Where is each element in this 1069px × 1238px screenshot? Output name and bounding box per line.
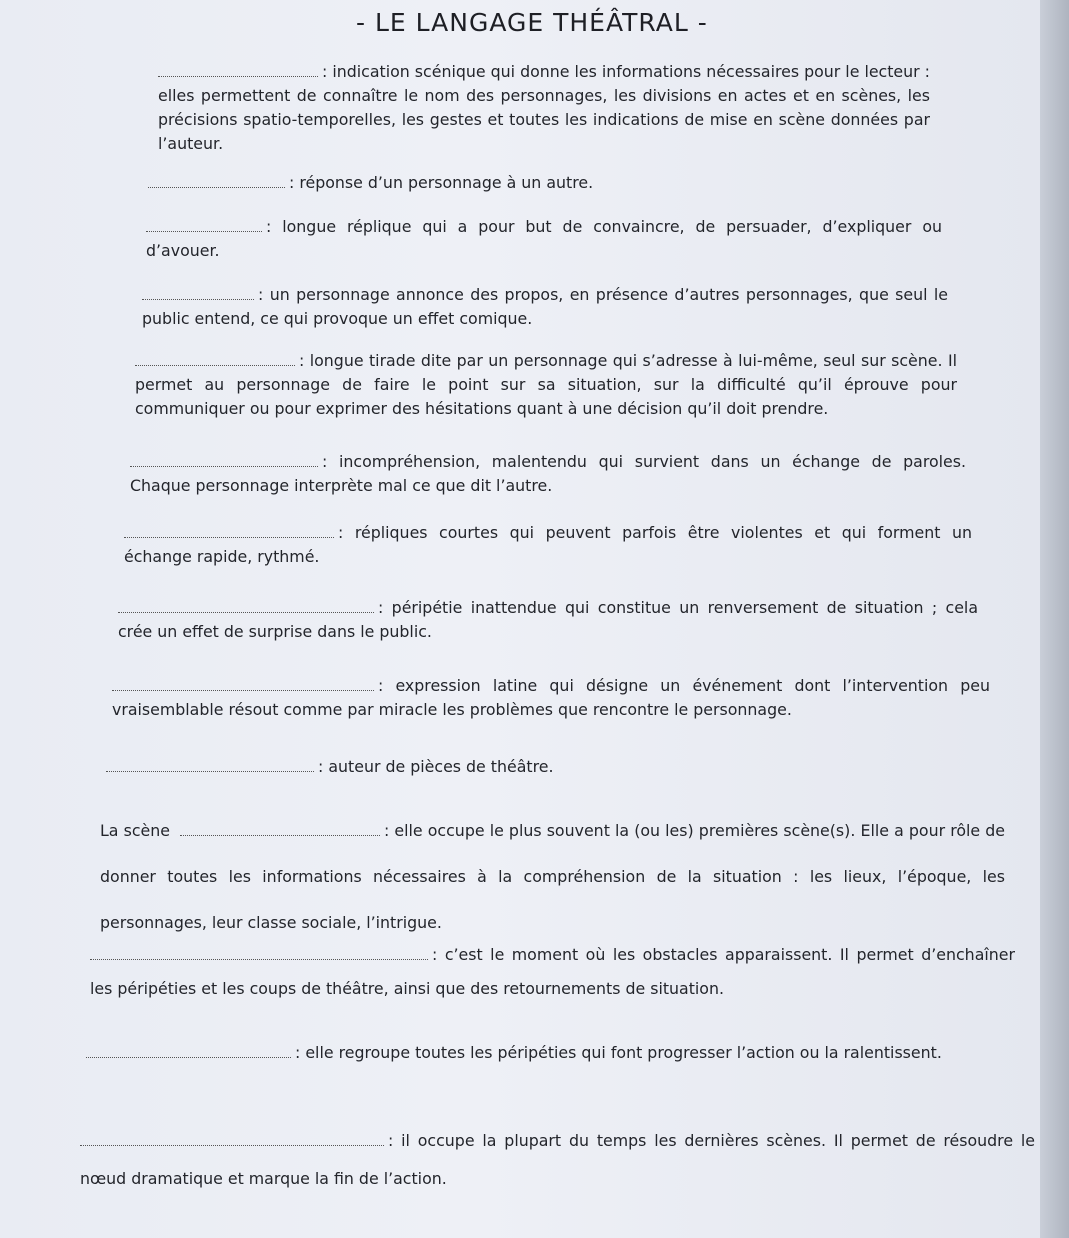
definition-text: : elle regroupe toutes les péripéties qui font progresser l’action ou la ralentissent. (295, 1043, 942, 1062)
definition-entry (106, 755, 986, 779)
answer-blank[interactable] (86, 1045, 291, 1058)
answer-blank[interactable] (118, 600, 374, 613)
definition-text: : il occupe la plupart du temps les dernières scènes. Il permet de résoudre le nœud dramatique et marque la fin de l’action. (80, 1131, 1035, 1188)
definition-entry (146, 215, 942, 263)
definition-text: : elle occupe le plus souvent la (ou les) premières scène(s). Elle a pour rôle de donner toutes les informations nécessaires à la compréhension de la situation : les lieux, l’époque, les personnages, leur classe sociale, l’intrigue. (100, 821, 1005, 932)
definition-text: : longue réplique qui a pour but de convaincre, de persuader, d’expliquer ou d’avouer. (146, 217, 942, 260)
answer-blank[interactable] (112, 678, 374, 691)
answer-blank[interactable] (130, 454, 318, 467)
definition-entry (90, 938, 1015, 1006)
answer-blank[interactable] (146, 219, 262, 232)
definition-text: : expression latine qui désigne un événement dont l’intervention peu vraisemblable résout comme par miracle les problèmes que rencontre le personnage. (112, 676, 990, 719)
definition-text: : longue tirade dite par un personnage qui s’adresse à lui-même, seul sur scène. Il permet au personnage de faire le point sur sa situation, sur la difficulté qu’il éprouve pour communiquer ou pour exprimer des hésitations quant à une décision qu’il doit prendre. (135, 351, 957, 418)
page-edge-shadow (1040, 0, 1069, 1238)
definition-entry (112, 674, 990, 722)
definition-text: : répliques courtes qui peuvent parfois être violentes et qui forment un échange rapide, rythmé. (124, 523, 972, 566)
definition-entry (148, 171, 938, 195)
definition-text: : incompréhension, malentendu qui survient dans un échange de paroles. Chaque personnage interprète mal ce que dit l’autre. (130, 452, 966, 495)
answer-blank[interactable] (142, 287, 254, 300)
definition-text: : un personnage annonce des propos, en présence d’autres personnages, que seul le public entend, ce qui provoque un effet comique. (142, 285, 948, 328)
definition-text: : indication scénique qui donne les informations nécessaires pour le lecteur : elles permettent de connaître le nom des personnages, les divisions en actes et en scènes, les précisions spatio-temporelles, les gestes et toutes les indications de mise en scène données par l’auteur. (158, 62, 930, 153)
definition-text: : réponse d’un personnage à un autre. (289, 173, 594, 192)
answer-blank[interactable] (158, 64, 318, 77)
answer-blank[interactable] (148, 175, 285, 188)
definition-text: : auteur de pièces de théâtre. (318, 757, 554, 776)
answer-blank[interactable] (90, 947, 428, 960)
definition-entry (118, 596, 978, 644)
page-title: - LE LANGAGE THÉÂTRAL - (356, 8, 708, 37)
definition-entry (100, 808, 1005, 946)
term-prefix: La scène (100, 821, 170, 840)
answer-blank[interactable] (106, 759, 314, 772)
definition-text: : c’est le moment où les obstacles apparaissent. Il permet d’enchaîner les péripéties et les coups de théâtre, ainsi que des retournements de situation. (90, 945, 1015, 998)
answer-blank[interactable] (135, 353, 295, 366)
answer-blank[interactable] (124, 525, 334, 538)
definition-entry (124, 521, 972, 569)
answer-blank[interactable] (180, 823, 380, 836)
answer-blank[interactable] (80, 1133, 384, 1146)
definition-entry (80, 1122, 1035, 1198)
definition-entry (142, 283, 948, 331)
definition-entry (158, 60, 930, 156)
definition-entry (86, 1026, 1026, 1080)
definition-entry (130, 450, 966, 498)
definition-text: : péripétie inattendue qui constitue un renversement de situation ; cela crée un effet de surprise dans le public. (118, 598, 978, 641)
definition-entry (135, 349, 957, 421)
